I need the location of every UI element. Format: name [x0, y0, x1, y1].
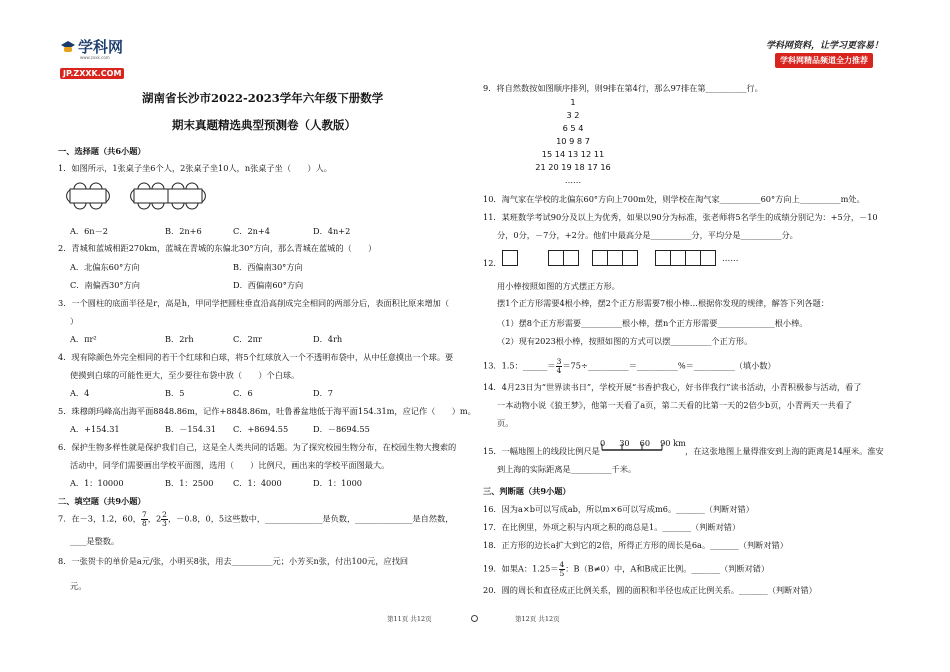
q4-option-d[interactable]: D．7	[313, 388, 333, 398]
q6-option-a[interactable]: A．1：10000	[70, 478, 124, 488]
q10-stem: 10．淘气家在学校的北偏东60°方向上700m处，则学校在淘气家__________60°方向上__________m处。	[483, 194, 865, 204]
q2-option-c[interactable]: C．南偏西30°方向	[70, 280, 140, 290]
q14-stem-1: 14．4月23日为“世界读书日”，学校开展“书香护我心，好书伴我行”读书活动，小青积极参与活动，看了	[483, 382, 862, 392]
q5-option-a[interactable]: A．+154.31	[70, 424, 120, 434]
q20-stem: 20．圆的周长和直径成正比例关系，圆的面积和半径也成正比例关系。_______（判断对错）	[483, 585, 817, 595]
q6-stem-1: 6．保护生物多样性就是保护我们自己，这是全人类共同的话题。为了探究校园生物分布，在校园生物大搜索的	[58, 442, 457, 452]
q19-stem: 19．如果A：1.25＝ $\frac{4}{5}$ ：B（B≠0）中，A和B成正比例。_______（判断对错）	[483, 560, 770, 578]
q3-option-c[interactable]: C．2πr	[233, 334, 262, 344]
q2-stem: 2．青城和蓝城相距270km，蓝城在青城的东偏北30°方向，那么青城在蓝城的（ ）	[58, 243, 377, 253]
q4-option-a[interactable]: A．4	[70, 388, 90, 398]
q12-line1: 用小棒按照如图的方式摆正方形。	[497, 281, 620, 291]
q6-option-c[interactable]: C．1：4000	[233, 478, 282, 488]
matchstick-square	[685, 250, 701, 266]
q12-line3: （1）摆8个正方形需要__________根小棒，摆n个正方形需要______________根小棒。	[497, 318, 808, 328]
q1-stem: 1．如图所示，1张桌子坐6个人，2张桌子坐10人，n张桌子坐（ ）人。	[58, 163, 332, 173]
footer-page-left: 第11页 共12页	[387, 615, 432, 623]
q4-option-b[interactable]: B．5	[165, 388, 185, 398]
q1-option-c[interactable]: C．2n+4	[233, 226, 271, 236]
pyramid-row: ……	[564, 175, 582, 185]
logo-url[interactable]: JP.ZXXK.COM	[60, 68, 124, 79]
section-judge: 三、判断题（共9小题）	[483, 486, 571, 496]
q15-pre: 15．一幅地图上的线段比例尺是	[483, 446, 600, 456]
q9-stem: 9．将自然数按如图顺序排列，则9排在第4行，那么97排在第__________行。	[483, 83, 763, 93]
q5-stem: 5．珠穆朗玛峰高出海平面8848.86m，记作+8848.86m，吐鲁番盆地低于海平面154.31m，应记作（ ）m。	[58, 406, 476, 416]
q6-stem-2: 活动中，同学们需要画出学校平面图，选用（ ）比例尺，画出来的学校平面图最大。	[70, 460, 390, 470]
q16-stem: 16．因为a×b可以写成ab，所以m×6可以写成m6。_______（判断对错）	[483, 504, 754, 514]
q12-line4: （2）现有2023根小棒，按照如图的方式可以摆__________个正方形。	[497, 336, 753, 346]
q15-post: ，在这张地图上量得淮安到上海的距离是14厘米。淮安	[685, 446, 884, 456]
recommend-badge[interactable]: 学科网精品频道全力推荐	[775, 53, 873, 68]
scale-label: 90 km	[660, 438, 686, 448]
binding-hole	[471, 615, 478, 622]
matchstick-square	[502, 250, 518, 266]
q2-option-b[interactable]: B．西偏南30°方向	[233, 262, 303, 272]
q3-option-d[interactable]: D．4rh	[313, 334, 343, 344]
q14-stem-3: 页。	[497, 418, 514, 428]
mortarboard-icon	[60, 40, 76, 54]
q14-stem-2: 一本动物小说《狼王梦》，他第一天看了a页，第二天看的比第一天的2倍少b页，小青两天一共看了	[497, 400, 853, 410]
fraction: $\frac{4}{5}$	[559, 560, 565, 578]
matchstick-square	[700, 250, 716, 266]
pyramid-row: 1	[570, 97, 576, 107]
q12-number: 12．	[483, 258, 502, 268]
logo-subtitle: www.zxxk.com	[80, 55, 110, 60]
scale-label: 30	[619, 438, 630, 448]
q5-option-b[interactable]: B．－154.31	[165, 424, 217, 434]
section-choice: 一、选择题（共6小题）	[58, 146, 146, 156]
q1-tables-figure	[62, 180, 252, 214]
q4-stem-1: 4．现有除颜色外完全相同的若干个红球和白球，将5个红球放入一个不透明布袋中，从中任意摸出一个球。要	[58, 352, 454, 362]
q2-option-d[interactable]: D．西偏南60°方向	[233, 280, 304, 290]
matchstick-square	[592, 250, 608, 266]
pyramid-row: 3 2	[566, 110, 580, 120]
q15-scale-labels	[600, 438, 686, 449]
logo-text: 学科网	[78, 38, 124, 56]
q6-option-b[interactable]: B．1：2500	[165, 478, 214, 488]
q8-stem-1: 8．一张贺卡的单价是a元/张，小明买8张，用去__________元；小芳买n张，付出100元，应找回	[58, 556, 409, 566]
scale-label: 0	[600, 438, 606, 448]
q3-stem-2: ）	[70, 316, 79, 326]
matchstick-square	[563, 250, 579, 266]
q1-option-d[interactable]: D．4n+2	[313, 226, 351, 236]
q17-stem: 17．在比例里，外项之积与内项之积的商总是1。_______（判断对错）	[483, 522, 741, 532]
q13-stem: 13．1.5：______＝ $\frac{3}{4}$ ＝75÷__________＝__________%＝__________（填小数）	[483, 357, 776, 375]
logo	[60, 36, 132, 78]
q7-blank-2[interactable]: ______________	[355, 513, 413, 524]
q3-option-b[interactable]: B．2rh	[165, 334, 194, 344]
q2-option-a[interactable]: A．北偏东60°方向	[70, 262, 140, 272]
q5-option-c[interactable]: C．+8694.55	[233, 424, 289, 434]
pyramid-row: 15 14 13 12 11	[541, 149, 605, 159]
pyramid-row: 21 20 19 18 17 16	[535, 162, 611, 172]
q4-option-c[interactable]: C．6	[233, 388, 253, 398]
q7-blank-1[interactable]: ______________	[265, 513, 323, 524]
q11-stem-1: 11．某班数学考试90分及以上为优秀，如果以90分为标准，张老师将5名学生的成绩分别记为：+5分，－10	[483, 212, 878, 222]
q18-stem: 18．正方形的边长a扩大到它的2倍，所得正方形的周长是6a。_______（判断对错）	[483, 540, 788, 550]
q1-option-b[interactable]: B．2n+6	[165, 226, 202, 236]
slogan: 学科网资料，让学习更容易！	[766, 41, 884, 51]
page-title-line2: 期末真题精选典型预测卷（人教版）	[172, 118, 356, 132]
q12-line2: 摆1个正方形需要4根小棒，摆2个正方形需要7根小棒…根据你发现的规律，解答下列各题：	[497, 298, 829, 308]
section-fill: 二、填空题（共9小题）	[58, 496, 146, 506]
page-title-line1: 湖南省长沙市2022-2023学年六年级下册数学	[142, 91, 384, 105]
pyramid-row: 6 5 4	[562, 123, 584, 133]
q7-stem: 7．在－3，1.2，60， $\frac{7}{8}$ ，2 $\frac{2}{3}$ ，－0.8，0，5这些数中，______________是负数，______________是自然数，	[58, 510, 454, 528]
scale-label: 60	[639, 438, 651, 448]
q12-ellipsis: ……	[722, 253, 739, 263]
fraction: $\frac{3}{4}$	[556, 357, 562, 375]
q8-stem-2: 元。	[70, 581, 87, 591]
q3-option-a[interactable]: A．πr²	[70, 334, 97, 344]
pyramid-row: 10 9 8 7	[556, 136, 590, 146]
q1-option-a[interactable]: A．6n－2	[70, 226, 108, 236]
q11-stem-2: 分，0分，－7分，+2分。他们中最高分是__________分，平均分是__________分。	[497, 230, 798, 240]
q15-line2: 到上海的实际距离是__________千米。	[497, 464, 637, 474]
matchstick-square	[655, 250, 671, 266]
matchstick-square	[607, 250, 623, 266]
matchstick-square	[622, 250, 638, 266]
footer-page-right: 第12页 共12页	[515, 615, 560, 623]
q3-stem-1: 3．一个圆柱的底面半径是r，高是h，甲同学把圆柱垂直沿高削成完全相同的两部分后，表面积比原来增加（	[58, 298, 450, 308]
matchstick-square	[548, 250, 564, 266]
q7-tail: ____是整数。	[70, 536, 120, 546]
q9-number-pyramid	[483, 96, 663, 187]
fraction: $\frac{7}{8}$	[141, 510, 147, 528]
q6-option-d[interactable]: D．1：1000	[313, 478, 362, 488]
matchstick-square	[670, 250, 686, 266]
q5-option-d[interactable]: D．－8694.55	[313, 424, 370, 434]
fraction: $\frac{2}{3}$	[162, 510, 167, 528]
q4-stem-2: 使摸到白球的可能性更大，至少要往布袋中放（ ）个白球。	[70, 370, 300, 380]
